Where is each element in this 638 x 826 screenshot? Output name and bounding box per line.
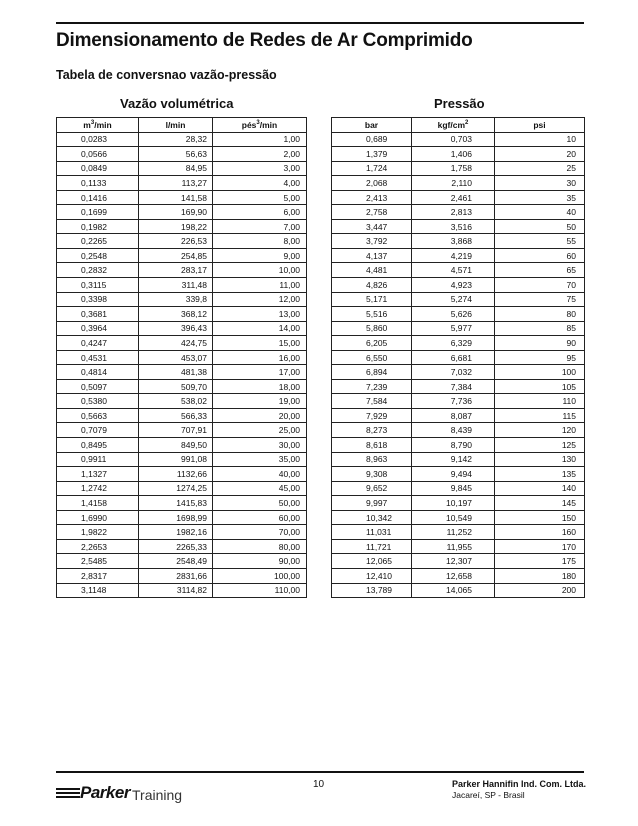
table-row: [57, 292, 307, 307]
col-header-kgf-cm2: kgf/$cm^2$: [412, 118, 495, 133]
table-cell: 2,8317: [57, 568, 139, 583]
table-cell: 5,516: [332, 307, 412, 322]
table-cell: 9,845: [412, 481, 495, 496]
table-row: [57, 350, 307, 365]
table-cell: 125: [495, 438, 585, 453]
table-cell: 105: [495, 379, 585, 394]
table-cell: 7,032: [412, 365, 495, 380]
table-row: [57, 481, 307, 496]
table-cell: 4,00: [213, 176, 307, 191]
table-cell: 7,00: [213, 219, 307, 234]
table-cell: 0,9911: [57, 452, 139, 467]
flow-table-header: [57, 118, 307, 133]
table-cell: 20: [495, 147, 585, 162]
table-cell: 30,00: [213, 438, 307, 453]
table-cell: 8,439: [412, 423, 495, 438]
table-cell: 160: [495, 525, 585, 540]
table-cell: 2265,33: [139, 539, 213, 554]
table-row: [332, 147, 585, 162]
table-cell: 28,32: [139, 132, 213, 147]
col-header-l-min: l/min: [139, 118, 213, 133]
table-cell: 1,6990: [57, 510, 139, 525]
col-header-m3-min: $m^3/\min$: [57, 118, 139, 133]
flow-section-title: Vazão volumétrica: [120, 96, 234, 111]
table-row: [332, 336, 585, 351]
table-cell: 8,00: [213, 234, 307, 249]
table-row: [57, 205, 307, 220]
table-cell: 11,721: [332, 539, 412, 554]
table-cell: 30: [495, 176, 585, 191]
table-row: [332, 510, 585, 525]
table-cell: 140: [495, 481, 585, 496]
table-cell: 4,923: [412, 278, 495, 293]
table-cell: 40: [495, 205, 585, 220]
flow-table: [56, 117, 307, 598]
table-cell: 1,758: [412, 161, 495, 176]
table-cell: 135: [495, 467, 585, 482]
table-cell: 1,406: [412, 147, 495, 162]
table-cell: 80: [495, 307, 585, 322]
training-label: Training: [132, 787, 183, 803]
table-cell: 1,9822: [57, 525, 139, 540]
table-cell: 12,00: [213, 292, 307, 307]
table-cell: 2,2653: [57, 539, 139, 554]
table-row: [332, 438, 585, 453]
table-cell: 35,00: [213, 452, 307, 467]
table-row: [57, 278, 307, 293]
table-cell: 18,00: [213, 379, 307, 394]
table-cell: 0,1416: [57, 190, 139, 205]
table-cell: 25: [495, 161, 585, 176]
table-cell: 0,4247: [57, 336, 139, 351]
table-cell: 9,142: [412, 452, 495, 467]
table-cell: 10,00: [213, 263, 307, 278]
table-cell: 0,5097: [57, 379, 139, 394]
table-row: [332, 350, 585, 365]
table-cell: 12,410: [332, 568, 412, 583]
table-cell: 254,85: [139, 248, 213, 263]
table-row: [57, 176, 307, 191]
table-cell: 6,205: [332, 336, 412, 351]
table-cell: 145: [495, 496, 585, 511]
table-cell: 9,494: [412, 467, 495, 482]
table-row: [332, 248, 585, 263]
table-cell: 3,792: [332, 234, 412, 249]
table-row: [57, 307, 307, 322]
table-cell: 60,00: [213, 510, 307, 525]
table-row: [332, 583, 585, 598]
table-cell: 9,308: [332, 467, 412, 482]
table-cell: 0,3964: [57, 321, 139, 336]
table-row: [57, 510, 307, 525]
table-cell: 0,8495: [57, 438, 139, 453]
table-cell: 2548,49: [139, 554, 213, 569]
table-row: [57, 525, 307, 540]
table-cell: 11,955: [412, 539, 495, 554]
table-row: [332, 278, 585, 293]
pressure-section-title: Pressão: [434, 96, 485, 111]
table-row: [332, 132, 585, 147]
table-cell: 283,17: [139, 263, 213, 278]
table-cell: 0,2832: [57, 263, 139, 278]
table-cell: 3,1148: [57, 583, 139, 598]
table-cell: 3,447: [332, 219, 412, 234]
company-name: Parker Hannifin Ind. Com. Ltda.: [452, 779, 587, 789]
table-cell: 115: [495, 408, 585, 423]
table-cell: 55: [495, 234, 585, 249]
table-cell: 453,07: [139, 350, 213, 365]
table-cell: 10: [495, 132, 585, 147]
table-cell: 0,3398: [57, 292, 139, 307]
table-row: [57, 496, 307, 511]
table-cell: 60: [495, 248, 585, 263]
table-cell: 90,00: [213, 554, 307, 569]
page-title: Dimensionamento de Redes de Ar Comprimido: [56, 30, 473, 51]
table-cell: 2,413: [332, 190, 412, 205]
table-cell: 1,724: [332, 161, 412, 176]
table-cell: 19,00: [213, 394, 307, 409]
table-cell: 12,658: [412, 568, 495, 583]
table-cell: 226,53: [139, 234, 213, 249]
table-cell: 90: [495, 336, 585, 351]
table-cell: 0,0566: [57, 147, 139, 162]
table-cell: 0,1982: [57, 219, 139, 234]
table-cell: 1132,66: [139, 467, 213, 482]
table-cell: 9,00: [213, 248, 307, 263]
table-cell: 1698,99: [139, 510, 213, 525]
table-cell: 84,95: [139, 161, 213, 176]
bottom-rule: [56, 771, 584, 773]
table-cell: 1,00: [213, 132, 307, 147]
parker-logo-icon: [56, 788, 80, 802]
table-cell: 368,12: [139, 307, 213, 322]
table-cell: 0,4814: [57, 365, 139, 380]
table-row: [57, 365, 307, 380]
table-cell: 45,00: [213, 481, 307, 496]
table-cell: 8,790: [412, 438, 495, 453]
table-cell: 40,00: [213, 467, 307, 482]
table-cell: 11,00: [213, 278, 307, 293]
table-row: [57, 379, 307, 394]
table-cell: 75: [495, 292, 585, 307]
table-cell: 9,997: [332, 496, 412, 511]
table-cell: 5,274: [412, 292, 495, 307]
table-cell: 311,48: [139, 278, 213, 293]
page-number: 10: [313, 779, 325, 790]
table-cell: 5,977: [412, 321, 495, 336]
table-cell: 7,239: [332, 379, 412, 394]
table-cell: 2,813: [412, 205, 495, 220]
table-cell: 5,860: [332, 321, 412, 336]
table-cell: 8,273: [332, 423, 412, 438]
table-cell: 0,2548: [57, 248, 139, 263]
table-row: [332, 307, 585, 322]
table-cell: 13,789: [332, 583, 412, 598]
table-cell: 0,0849: [57, 161, 139, 176]
table-cell: 20,00: [213, 408, 307, 423]
table-cell: 2,00: [213, 147, 307, 162]
table-cell: 10,197: [412, 496, 495, 511]
table-cell: 7,929: [332, 408, 412, 423]
table-cell: 0,7079: [57, 423, 139, 438]
table-cell: 849,50: [139, 438, 213, 453]
table-row: [57, 132, 307, 147]
table-cell: 0,4531: [57, 350, 139, 365]
table-cell: 150: [495, 510, 585, 525]
table-cell: 2831,66: [139, 568, 213, 583]
table-cell: 1,379: [332, 147, 412, 162]
table-cell: 6,329: [412, 336, 495, 351]
table-cell: 7,384: [412, 379, 495, 394]
table-cell: 538,02: [139, 394, 213, 409]
table-cell: 70: [495, 278, 585, 293]
table-row: [332, 365, 585, 380]
table-cell: 1415,83: [139, 496, 213, 511]
table-row: [57, 467, 307, 482]
table-cell: 11,252: [412, 525, 495, 540]
company-address: Jacareí, SP - Brasil: [452, 790, 525, 800]
table-row: [57, 263, 307, 278]
table-cell: 10,549: [412, 510, 495, 525]
table-cell: 11,031: [332, 525, 412, 540]
table-cell: 0,1133: [57, 176, 139, 191]
top-rule: [56, 22, 584, 24]
pressure-table: [331, 117, 585, 598]
table-cell: 50: [495, 219, 585, 234]
table-cell: 2,758: [332, 205, 412, 220]
table-row: [332, 554, 585, 569]
table-cell: 9,652: [332, 481, 412, 496]
table-row: [332, 379, 585, 394]
table-cell: 110,00: [213, 583, 307, 598]
table-cell: 566,33: [139, 408, 213, 423]
table-cell: 2,110: [412, 176, 495, 191]
table-cell: 5,171: [332, 292, 412, 307]
table-row: [57, 438, 307, 453]
table-cell: 3,00: [213, 161, 307, 176]
table-cell: 4,137: [332, 248, 412, 263]
table-cell: 85: [495, 321, 585, 336]
table-cell: 1,1327: [57, 467, 139, 482]
table-cell: 0,1699: [57, 205, 139, 220]
table-cell: 2,5485: [57, 554, 139, 569]
table-cell: 4,571: [412, 263, 495, 278]
table-cell: 8,618: [332, 438, 412, 453]
table-cell: 6,681: [412, 350, 495, 365]
table-cell: 509,70: [139, 379, 213, 394]
table-cell: 25,00: [213, 423, 307, 438]
col-header-psi: psi: [495, 118, 585, 133]
table-cell: 0,2265: [57, 234, 139, 249]
table-cell: 15,00: [213, 336, 307, 351]
table-cell: 7,584: [332, 394, 412, 409]
table-row: [57, 336, 307, 351]
col-header-bar: bar: [332, 118, 412, 133]
table-cell: 200: [495, 583, 585, 598]
table-cell: 424,75: [139, 336, 213, 351]
table-row: [332, 205, 585, 220]
table-cell: 2,461: [412, 190, 495, 205]
table-cell: 8,087: [412, 408, 495, 423]
table-row: [57, 147, 307, 162]
table-cell: 3114,82: [139, 583, 213, 598]
table-cell: 0,5380: [57, 394, 139, 409]
table-cell: 100,00: [213, 568, 307, 583]
table-cell: 12,065: [332, 554, 412, 569]
table-cell: 170: [495, 539, 585, 554]
table-row: [332, 219, 585, 234]
table-cell: 14,00: [213, 321, 307, 336]
table-row: [332, 161, 585, 176]
table-cell: 80,00: [213, 539, 307, 554]
table-row: [332, 190, 585, 205]
table-row: [332, 234, 585, 249]
table-row: [57, 161, 307, 176]
table-cell: 5,626: [412, 307, 495, 322]
table-row: [57, 321, 307, 336]
table-row: [57, 423, 307, 438]
table-row: [332, 539, 585, 554]
table-row: [332, 481, 585, 496]
table-cell: 481,38: [139, 365, 213, 380]
parker-logo-wordmark: Parker: [80, 783, 130, 802]
table-cell: 0,689: [332, 132, 412, 147]
col-header-pes3-min: pés$^3$/min: [213, 118, 307, 133]
table-cell: 56,63: [139, 147, 213, 162]
table-cell: 14,065: [412, 583, 495, 598]
table-cell: 1982,16: [139, 525, 213, 540]
table-row: [332, 423, 585, 438]
table-cell: 12,307: [412, 554, 495, 569]
table-row: [332, 292, 585, 307]
table-cell: 1274,25: [139, 481, 213, 496]
table-cell: 0,0283: [57, 132, 139, 147]
table-cell: 4,219: [412, 248, 495, 263]
table-cell: 0,3681: [57, 307, 139, 322]
table-row: [332, 467, 585, 482]
table-row: [332, 452, 585, 467]
table-cell: 95: [495, 350, 585, 365]
table-row: [57, 583, 307, 598]
table-row: [57, 452, 307, 467]
table-cell: 110: [495, 394, 585, 409]
table-cell: 70,00: [213, 525, 307, 540]
table-cell: 141,58: [139, 190, 213, 205]
table-row: [332, 321, 585, 336]
table-cell: 6,894: [332, 365, 412, 380]
table-cell: 65: [495, 263, 585, 278]
table-row: [57, 568, 307, 583]
table-cell: 339,8: [139, 292, 213, 307]
table-cell: 100: [495, 365, 585, 380]
table-cell: 17,00: [213, 365, 307, 380]
table-cell: 396,43: [139, 321, 213, 336]
table-cell: 1,2742: [57, 481, 139, 496]
table-row: [57, 554, 307, 569]
table-cell: 7,736: [412, 394, 495, 409]
table-cell: 130: [495, 452, 585, 467]
table-row: [57, 219, 307, 234]
table-cell: 175: [495, 554, 585, 569]
table-cell: 2,068: [332, 176, 412, 191]
table-row: [57, 408, 307, 423]
table-row: [57, 234, 307, 249]
table-cell: 4,826: [332, 278, 412, 293]
table-row: [57, 248, 307, 263]
table-cell: 707,91: [139, 423, 213, 438]
table-row: [57, 539, 307, 554]
table-row: [332, 176, 585, 191]
table-cell: 120: [495, 423, 585, 438]
table-cell: 0,703: [412, 132, 495, 147]
table-cell: 169,90: [139, 205, 213, 220]
table-cell: 4,481: [332, 263, 412, 278]
table-cell: 3,868: [412, 234, 495, 249]
table-row: [332, 263, 585, 278]
table-row: [57, 394, 307, 409]
table-cell: 10,342: [332, 510, 412, 525]
table-row: [332, 394, 585, 409]
table-cell: 6,550: [332, 350, 412, 365]
table-row: [332, 525, 585, 540]
table-row: [332, 408, 585, 423]
table-subtitle: Tabela de conversnao vazão-pressão: [56, 68, 277, 82]
table-cell: 5,00: [213, 190, 307, 205]
table-cell: 16,00: [213, 350, 307, 365]
table-cell: 1,4158: [57, 496, 139, 511]
table-cell: 50,00: [213, 496, 307, 511]
table-cell: 113,27: [139, 176, 213, 191]
table-cell: 6,00: [213, 205, 307, 220]
table-cell: 180: [495, 568, 585, 583]
table-cell: 35: [495, 190, 585, 205]
table-row: [332, 568, 585, 583]
table-cell: 991,08: [139, 452, 213, 467]
table-cell: 0,3115: [57, 278, 139, 293]
table-cell: 198,22: [139, 219, 213, 234]
table-cell: 0,5663: [57, 408, 139, 423]
table-cell: 13,00: [213, 307, 307, 322]
table-row: [332, 496, 585, 511]
pressure-table-header: [332, 118, 585, 133]
table-cell: 3,516: [412, 219, 495, 234]
table-row: [57, 190, 307, 205]
table-cell: 8,963: [332, 452, 412, 467]
